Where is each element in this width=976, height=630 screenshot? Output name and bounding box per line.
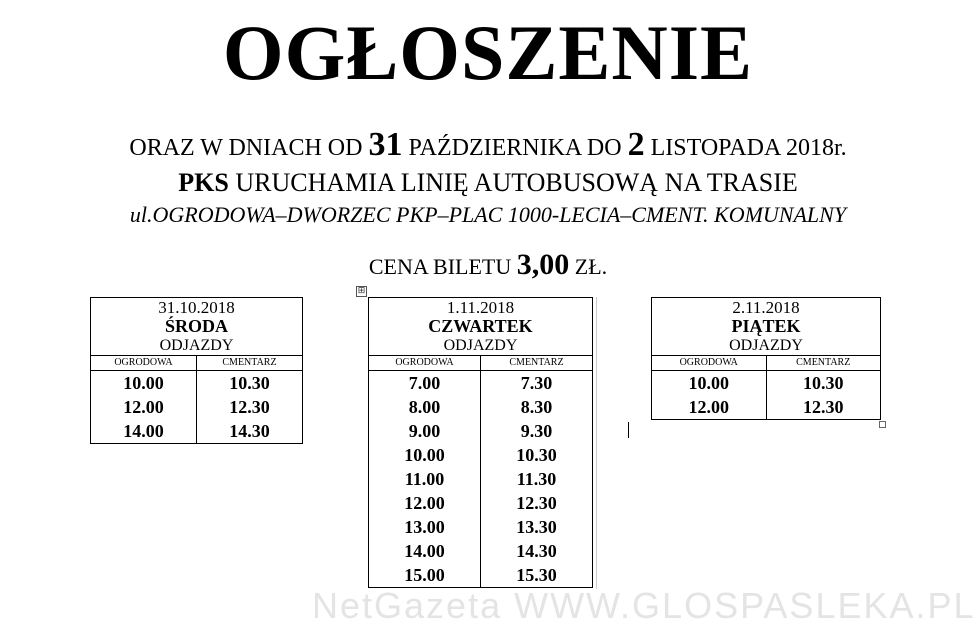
departure-time-origin: 10.00	[91, 371, 197, 396]
route-line: ul.OGRODOWA–DWORZEC PKP–PLAC 1000-LECIA–CMENT. KOMUNALNY	[129, 202, 847, 227]
departure-time-origin: 12.00	[91, 395, 197, 419]
table-row	[369, 419, 593, 443]
schedule-date: 31.10.2018	[158, 298, 235, 317]
column-header-destination: CMENTARZ	[197, 356, 303, 371]
table-header	[91, 298, 303, 356]
departure-time-destination: 7.30	[481, 371, 593, 396]
announcement-line	[0, 168, 976, 198]
departure-time-origin: 14.00	[91, 419, 197, 444]
departure-time-destination: 15.30	[481, 563, 593, 588]
departure-time-origin: 12.00	[652, 395, 767, 420]
text-cursor	[628, 422, 629, 438]
table-row	[369, 371, 593, 396]
schedule-table-thursday	[368, 297, 593, 588]
to-day: 2	[627, 126, 645, 163]
table-row	[369, 395, 593, 419]
watermark: NetGazeta WWW.GLOSPASLEKA.PL	[312, 585, 976, 626]
schedule-date: 2.11.2018	[732, 298, 800, 317]
schedule-day: CZWARTEK	[428, 316, 533, 336]
departure-time-destination: 12.30	[197, 395, 303, 419]
departure-time-origin: 9.00	[369, 419, 481, 443]
departure-time-destination: 12.30	[481, 491, 593, 515]
departure-time-destination: 13.30	[481, 515, 593, 539]
price-unit: ZŁ.	[569, 254, 608, 279]
departure-time-origin: 13.00	[369, 515, 481, 539]
schedule-heading: ODJAZDY	[443, 337, 518, 354]
departure-time-destination: 8.30	[481, 395, 593, 419]
table-row	[91, 419, 303, 444]
table-row	[91, 371, 303, 396]
table-row	[369, 515, 593, 539]
date-range-line	[0, 126, 976, 164]
from-month: PAŹDZIERNIKA DO	[402, 135, 628, 161]
departure-time-origin: 8.00	[369, 395, 481, 419]
departure-time-destination: 14.30	[481, 539, 593, 563]
column-header-destination: CMENTARZ	[481, 356, 593, 371]
column-header-row	[369, 356, 593, 371]
column-header-row	[652, 356, 881, 371]
departure-time-destination: 9.30	[481, 419, 593, 443]
table-row	[369, 563, 593, 588]
table-header	[369, 298, 593, 356]
table-row	[91, 395, 303, 419]
departure-time-origin: 15.00	[369, 563, 481, 588]
carrier-name: PKS	[178, 168, 229, 197]
price-label: CENA BILETU	[368, 254, 517, 279]
departure-time-destination: 10.30	[197, 371, 303, 396]
departure-time-origin: 11.00	[369, 467, 481, 491]
departure-time-origin: 10.00	[369, 443, 481, 467]
departure-time-origin: 7.00	[369, 371, 481, 396]
table-row	[652, 371, 881, 396]
table-gridline	[596, 297, 597, 589]
departure-time-destination: 10.30	[766, 371, 881, 396]
page-title: OGŁOSZENIE	[222, 9, 754, 96]
departure-time-destination: 14.30	[197, 419, 303, 444]
schedule-table-wednesday	[90, 297, 303, 444]
column-header-destination: CMENTARZ	[766, 356, 881, 371]
table-row	[652, 395, 881, 420]
table-header	[652, 298, 881, 356]
schedule-date: 1.11.2018	[446, 298, 515, 317]
to-rest: LISTOPADA 2018r.	[644, 135, 847, 161]
price-value: 3,00	[516, 248, 570, 281]
departure-time-origin: 10.00	[652, 371, 767, 396]
schedule-heading: ODJAZDY	[729, 337, 803, 354]
table-move-handle-icon[interactable]: ⊞	[357, 286, 366, 296]
column-header-row	[91, 356, 303, 371]
schedule-heading: ODJAZDY	[159, 337, 234, 354]
schedule-day: PIĄTEK	[731, 316, 801, 336]
date-range-prefix: ORAZ W DNIACH OD	[129, 135, 369, 161]
from-day: 31	[368, 126, 403, 163]
table-row	[369, 491, 593, 515]
departure-time-destination: 10.30	[481, 443, 593, 467]
schedule-day: ŚRODA	[164, 316, 228, 336]
ticket-price-line	[0, 248, 976, 282]
table-resize-handle[interactable]	[879, 421, 886, 428]
column-header-origin: OGRODOWA	[91, 356, 197, 371]
column-header-origin: OGRODOWA	[369, 356, 481, 371]
departure-time-origin: 14.00	[369, 539, 481, 563]
table-row	[369, 539, 593, 563]
departure-time-destination: 12.30	[766, 395, 881, 420]
departure-time-destination: 11.30	[481, 467, 593, 491]
column-header-origin: OGRODOWA	[652, 356, 767, 371]
table-row	[369, 467, 593, 491]
table-row	[369, 443, 593, 467]
schedule-table-friday	[651, 297, 881, 420]
departure-time-origin: 12.00	[369, 491, 481, 515]
announcement-text: URUCHAMIA LINIĘ AUTOBUSOWĄ NA TRASIE	[228, 168, 798, 197]
